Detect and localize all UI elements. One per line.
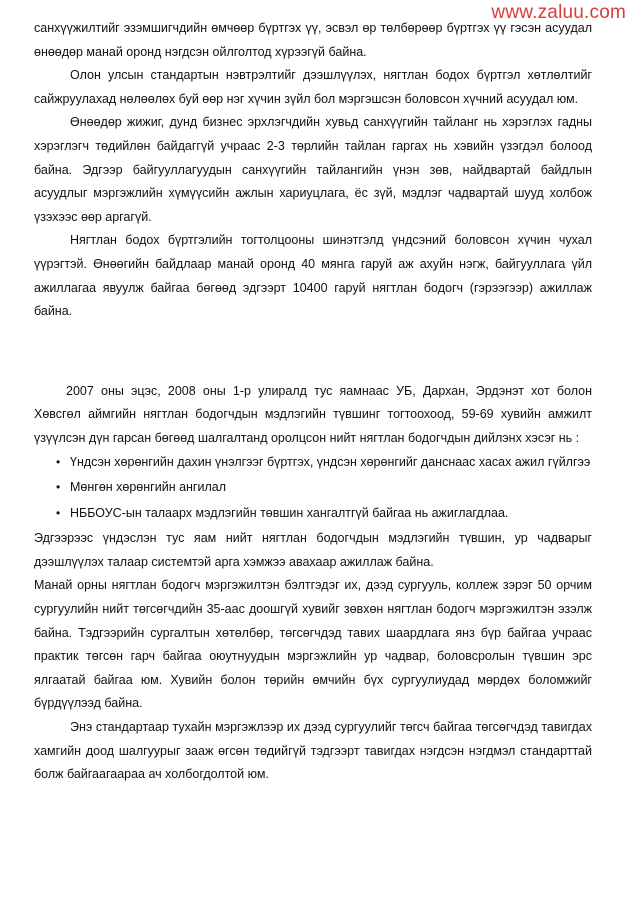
bullet-icon: • (56, 505, 61, 520)
paragraph: Энэ стандартаар тухайн мэргэжлээр их дээд сургуулийг төгсч байгаа төгсөгчдэд тавигдах хамгийн доод шалгуурыг зааж өгсөн төдийгүй тэдгээрт тавигдах нэгдсэн нэгдмэл стандарттай болж байгаагаараа ач холбогдолтой юм. (34, 720, 592, 782)
document-page (34, 17, 592, 787)
paragraph: Нягтлан бодох бүртгэлийн тогтолцооны шинэтгэлд үндсэний боловсон хүчин чухал үүрэгтэй. Өнөөгийн байдлаар манай оронд 40 мянга гаруй аж ахуйн нэгж, байгууллага үйл ажиллагаа явуулж байгаа бөгөөд эдгээрт 10400 гаруй нягтлан бодогч (гэрээгээр) ажиллаж байна. (34, 233, 592, 319)
paragraph: Өнөөдөр жижиг, дунд бизнес эрхлэгчдийн хувьд санхүүгийн тайланг нь хэрэглэх гадны хэрэглэгч төдийлөн байдаггүй учраас 2-3 төрлийн тайлан гаргах нь хэвийн үзэгдэл болоод байна. Эдгээр байгууллагуудын санхүүгийн тайлангийн үнэн зөв, найдвартай байдлын асуудлыг мэргэжлийн хүмүүсийн ажлын хариуцлага, ёс зүй, мэдлэг чадвартай шууд холбож үзэхээс өөр аргагүй. (34, 115, 592, 224)
watermark: www.zaluu.com (491, 2, 626, 23)
paragraph-survey: 2007 оны эцэс, 2008 оны 1-р улиралд тус яамнаас УБ, Дархан, Эрдэнэт хот болон Хөвсгөл аймгийн нягтлан бодогчдын мэдлэгийн түвшинг тогтоохоод, 59-69 хувийн амжилт үзүүлсэн дүн гарсан бөгөөд шалгалтанд оролцсон нийт нягтлан бодогчдын дийлэнх хэсэг нь : (34, 383, 592, 445)
bullet-icon: • (56, 480, 61, 495)
list-item-text: Мөнгөн хөрөнгийн ангилал (70, 480, 226, 495)
list-item (34, 451, 592, 475)
paragraph: Манай орны нягтлан бодогч мэргэжилтэн бэлтгэдэг их, дээд сургууль, коллеж зэрэг 50 орчим сургуулийн нийт төгсөгчдийн 35-аас доошгүй хувийг зөвхөн нягтлан бодогч мэргэжилтэн эзэлж байна. Тэдгээрийн сургалтын хөтөлбөр, төгсөгчдэд тавих шаардлага янз бүр байгаа учраас практик төгсөн гарч байгаа оюутнуудын мэргэжлийн ур чадвар, боловсролын түвшин эрс ялгаатай байгаа юм. Хувийн болон төрийн өмчийн бүх сургуулиудад мөрдөх боломжийг бүрдүүлээд байна. (34, 578, 592, 711)
bullet-icon: • (56, 454, 61, 469)
paragraph: санхүүжилтийг эзэмшигчдийн өмчөөр бүртгэх үү, эсвэл өр төлбөрөөр бүртгэх үү гэсэн асуудал өнөөдөр манай оронд нэгдсэн ойлголтод хүрээгүй байна. (34, 21, 592, 59)
top-section (34, 17, 592, 324)
list-item-text: Үндсэн хөрөнгийн дахин үнэлгээг бүртгэх, үндсэн хөрөнгийг данснаас хасах ажил гүйлгээ (70, 454, 591, 469)
section-gap (34, 324, 592, 380)
list-item-text: НББОУС-ын талаарх мэдлэгийн төвшин хангалтгүй байгаа нь ажиглагдлаа. (70, 505, 509, 520)
list-item (34, 476, 592, 500)
paragraph: Эдгээрээс үндэслэн тус яам нийт нягтлан бодогчдын мэдлэгийн түвшин, ур чадварыг дээшлүүлэх талаар системтэй арга хэмжээ авахаар ажиллаж байна. (34, 531, 592, 569)
bottom-section (34, 380, 592, 787)
paragraph: Олон улсын стандартын нэвтрэлтийг дээшлүүлэх, нягтлан бодох бүртгэл хөтлөлтийг сайжруулахад нөлөөлөх буй өөр нэг хүчин зүйл бол мэргэшсэн боловсон хүчний асуудал юм. (34, 68, 592, 106)
bullet-list (34, 451, 592, 526)
list-item (34, 502, 592, 526)
